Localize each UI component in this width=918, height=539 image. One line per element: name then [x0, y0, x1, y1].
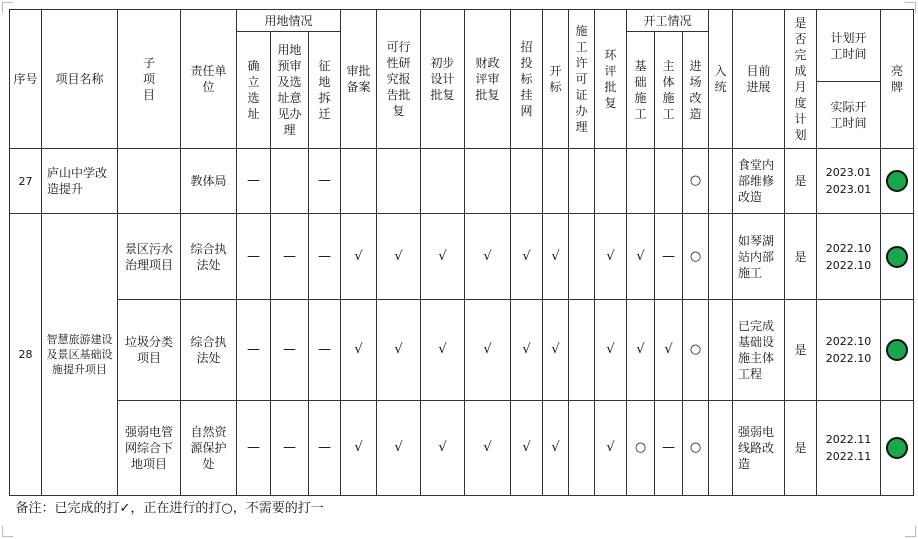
row-start-1	[655, 149, 683, 214]
row-approval-1: √	[377, 300, 421, 401]
row-approval-0: √	[341, 401, 377, 496]
col-land-1: 用地预审及选址意见办理	[271, 32, 309, 149]
row-approval-7	[595, 149, 627, 214]
row-actual-date: 2022.11	[825, 450, 872, 463]
row-start-0: √	[627, 300, 655, 401]
col-entry: 入统	[709, 10, 733, 149]
row-approval-1	[377, 149, 421, 214]
col-sub-project: 子项目	[118, 10, 181, 149]
row-dates	[817, 214, 881, 300]
row-approval-1: √	[377, 401, 421, 496]
row-approval-3: √	[465, 214, 511, 300]
row-approval-6	[569, 401, 595, 496]
row-unit: 教体局	[181, 149, 237, 214]
col-responsible-unit: 责任单位	[181, 10, 237, 149]
row-actual-date: 2023.01	[825, 183, 872, 196]
footer-note: 备注：已完成的打✓，正在进行的打○，不需要的打一	[10, 496, 914, 522]
col-highlight: 亮牌	[881, 10, 914, 149]
col-monthly-plan: 是否完成月度计划	[785, 10, 817, 149]
row-approval-7: √	[595, 401, 627, 496]
row-sub-project	[118, 149, 181, 214]
row-actual-date: 2022.10	[825, 258, 872, 272]
row-unit: 自然资源保护处	[181, 401, 237, 496]
row-seq: 28	[10, 214, 42, 496]
row-start-2: ○	[683, 149, 709, 214]
table-row	[10, 214, 914, 300]
green-light-icon	[886, 246, 908, 268]
table-row	[10, 401, 914, 496]
row-entry	[709, 300, 733, 401]
table-row	[10, 149, 914, 214]
row-approval-5	[543, 149, 569, 214]
row-approval-2: √	[421, 401, 465, 496]
row-land-1: —	[271, 401, 309, 496]
row-land-2: —	[309, 149, 341, 214]
col-approval-1: 可行性研究报告批复	[377, 10, 421, 149]
row-start-1: √	[655, 300, 683, 401]
col-group-start: 开工情况	[627, 10, 709, 32]
row-approval-3: √	[465, 401, 511, 496]
col-approval-3: 财政评审批复	[465, 10, 511, 149]
row-approval-0: √	[341, 214, 377, 300]
row-approval-3	[465, 149, 511, 214]
row-entry	[709, 401, 733, 496]
col-plan-start: 计划开工时间	[817, 10, 881, 82]
progress-table	[9, 9, 914, 522]
row-approval-6	[569, 214, 595, 300]
row-land-0: —	[237, 300, 271, 401]
row-seq: 27	[10, 149, 42, 214]
row-plan-date: 2023.01	[825, 166, 872, 179]
row-approval-5: √	[543, 401, 569, 496]
row-monthly: 是	[785, 300, 817, 401]
row-progress: 强弱电线路改造	[733, 401, 785, 496]
row-project-name: 庐山中学改造提升	[42, 149, 118, 214]
row-highlight	[881, 214, 914, 300]
footer-row	[10, 496, 914, 522]
row-land-0: —	[237, 214, 271, 300]
row-actual-date: 2022.10	[825, 352, 872, 365]
row-approval-6	[569, 300, 595, 401]
row-start-1: —	[655, 214, 683, 300]
col-start-2: 进场改造	[683, 32, 709, 149]
col-approval-7: 环评批复	[595, 10, 627, 149]
row-land-2: —	[309, 300, 341, 401]
row-land-0: —	[237, 149, 271, 214]
row-start-0: √	[627, 214, 655, 300]
row-monthly: 是	[785, 149, 817, 214]
row-land-2: —	[309, 401, 341, 496]
col-land-2: 征地拆迁	[309, 32, 341, 149]
row-plan-date: 2022.11	[825, 433, 872, 446]
row-land-1: —	[271, 300, 309, 401]
row-approval-6	[569, 149, 595, 214]
col-approval-5: 开标	[543, 10, 569, 149]
row-approval-0: √	[341, 300, 377, 401]
table-row	[10, 300, 914, 401]
project-progress-sheet	[9, 9, 914, 522]
col-progress: 目前进展	[733, 10, 785, 149]
row-progress: 如琴湖站内部施工	[733, 214, 785, 300]
row-sub-project: 景区污水治理项目	[118, 214, 181, 300]
row-approval-1: √	[377, 214, 421, 300]
row-approval-2	[421, 149, 465, 214]
row-highlight	[881, 401, 914, 496]
row-start-1: —	[655, 401, 683, 496]
col-actual-start: 实际开工时间	[817, 82, 881, 149]
row-start-2: ○	[683, 300, 709, 401]
row-land-1	[271, 149, 309, 214]
row-dates	[817, 401, 881, 496]
row-dates	[817, 300, 881, 401]
row-approval-4: √	[511, 401, 543, 496]
green-light-icon	[886, 437, 908, 459]
row-plan-date: 2022.10	[825, 335, 872, 348]
row-approval-2: √	[421, 300, 465, 401]
row-approval-4	[511, 149, 543, 214]
row-start-0	[627, 149, 655, 214]
row-dates	[817, 149, 881, 214]
row-sub-project: 垃圾分类项目	[118, 300, 181, 401]
col-start-0: 基础施工	[627, 32, 655, 149]
header-row-1	[10, 10, 914, 32]
row-unit: 综合执法处	[181, 300, 237, 401]
row-highlight	[881, 149, 914, 214]
row-monthly: 是	[785, 214, 817, 300]
col-approval-6: 施工许可证办理	[569, 10, 595, 149]
green-light-icon	[886, 170, 908, 192]
col-approval-0: 审批备案	[341, 10, 377, 149]
col-approval-4: 招投标挂网	[511, 10, 543, 149]
row-approval-2: √	[421, 214, 465, 300]
row-plan-date: 2022.10	[825, 241, 872, 255]
row-approval-4: √	[511, 214, 543, 300]
col-start-1: 主体施工	[655, 32, 683, 149]
col-approval-2: 初步设计批复	[421, 10, 465, 149]
row-unit: 综合执法处	[181, 214, 237, 300]
row-start-2: ○	[683, 214, 709, 300]
row-approval-3: √	[465, 300, 511, 401]
row-entry	[709, 214, 733, 300]
col-group-land: 用地情况	[237, 10, 341, 32]
row-start-2: ○	[683, 401, 709, 496]
row-progress: 食堂内部维修改造	[733, 149, 785, 214]
row-approval-5: √	[543, 300, 569, 401]
row-approval-4: √	[511, 300, 543, 401]
row-land-2: —	[309, 214, 341, 300]
col-land-0: 确立选址	[237, 32, 271, 149]
row-land-0: —	[237, 401, 271, 496]
row-approval-0	[341, 149, 377, 214]
row-entry	[709, 149, 733, 214]
green-light-icon	[886, 339, 908, 361]
row-approval-5: √	[543, 214, 569, 300]
row-highlight	[881, 300, 914, 401]
row-approval-7: √	[595, 300, 627, 401]
col-seq: 序号	[10, 10, 42, 149]
row-project-name: 智慧旅游建设及景区基础设施提升项目	[42, 214, 118, 496]
row-start-0: ○	[627, 401, 655, 496]
row-progress: 已完成基础设施主体工程	[733, 300, 785, 401]
col-project-name: 项目名称	[42, 10, 118, 149]
row-approval-7: √	[595, 214, 627, 300]
row-sub-project: 强弱电管网综合下地项目	[118, 401, 181, 496]
row-land-1: —	[271, 214, 309, 300]
row-monthly: 是	[785, 401, 817, 496]
